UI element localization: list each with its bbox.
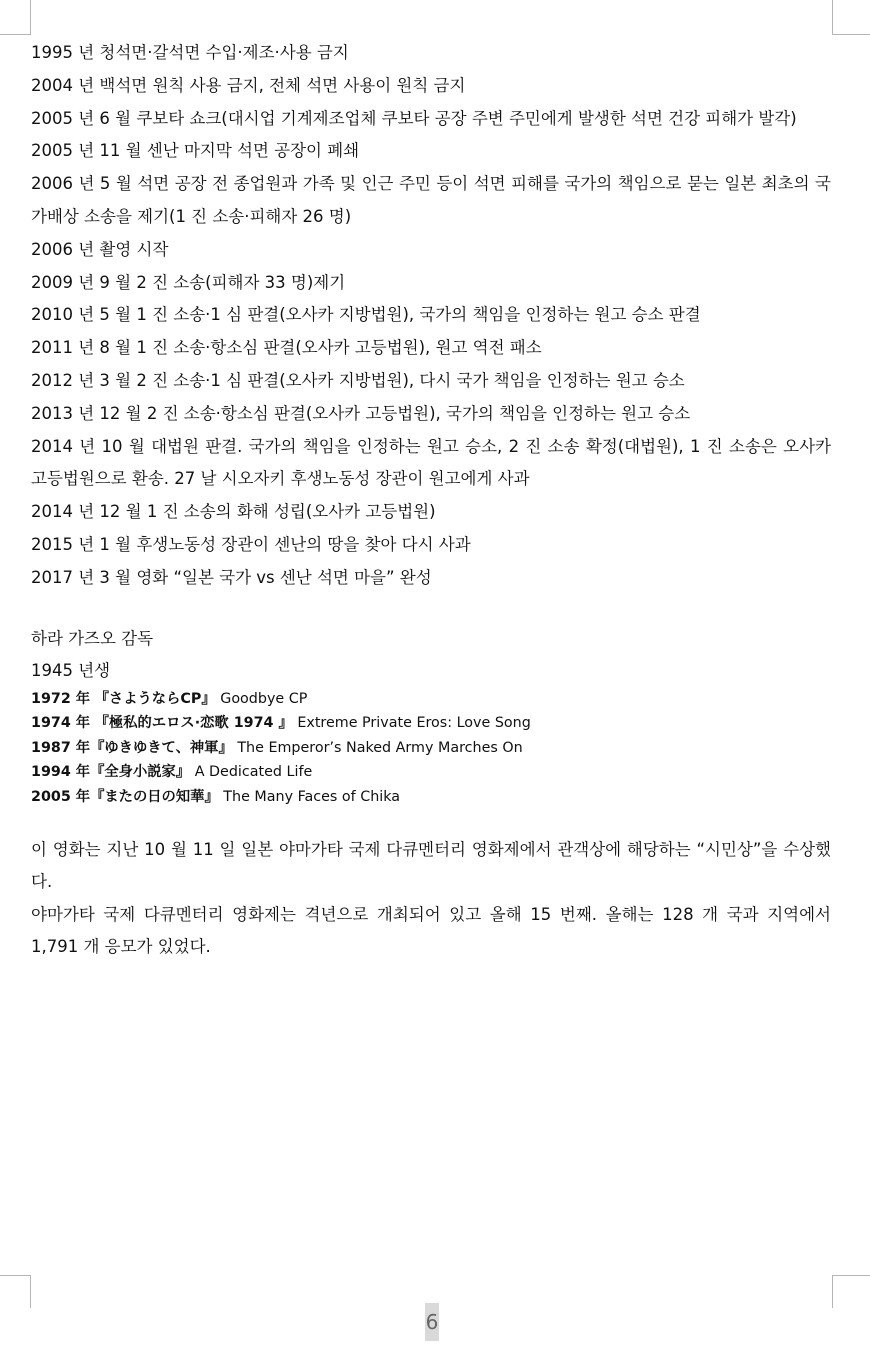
film-year: 2005 年: [31, 788, 91, 805]
timeline-entry: 2004 년 백석면 원칙 사용 금지, 전체 석면 사용이 원칙 금지: [31, 75, 466, 95]
festival-paragraph: 야마가타 국제 다큐멘터리 영화제는 격년으로 개최되어 있고 올해 15 번째. 올해는 128 개 국과 지역에서 1,791 개 응모가 있었다.: [31, 904, 831, 957]
page-number: 6: [425, 1303, 439, 1341]
timeline-entry: 2009 년 9 월 2 진 소송(피해자 33 명)제기: [31, 272, 346, 292]
film-year: 1972 年: [31, 690, 91, 707]
timeline-entry: 2005 년 6 월 쿠보타 쇼크(대시업 기계제조업체 쿠보타 공장 주변 주민에게 발생한 석면 건강 피해가 발각): [31, 108, 797, 128]
film-title-jp: 『全身小説家』: [90, 764, 191, 781]
film-title-en: The Many Faces of Chika: [223, 788, 401, 805]
filmography-item: [31, 711, 831, 736]
timeline-entry: 2005 년 11 월 센난 마지막 석면 공장이 폐쇄: [31, 141, 360, 161]
timeline-entry: 1995 년 청석면·갈석면 수입·제조·사용 금지: [31, 43, 349, 62]
filmography-item: [31, 736, 831, 761]
timeline-entry: 2014 년 10 월 대법원 판결. 국가의 책임을 인정하는 원고 승소, 2 진 소송 확정(대법원), 1 진 소송은 오사카 고등법원으로 환송. 27 날 시오자키 후생노동성 장관이 원고에게 사과: [31, 436, 831, 489]
filmography-item: [31, 785, 831, 810]
crop-mark-top-right: [832, 0, 870, 35]
timeline-entry: 2010 년 5 월 1 진 소송·1 심 판결(오사카 지방법원), 국가의 책임을 인정하는 원고 승소 판결: [31, 305, 701, 325]
asbestos-timeline: [31, 37, 831, 595]
film-title-en: Extreme Private Eros: Love Song: [297, 715, 531, 732]
film-title-en: A Dedicated Life: [194, 764, 313, 781]
film-year: 1987 年: [31, 739, 91, 756]
film-title-jp: 『ゆきゆきて、神軍』: [90, 739, 233, 756]
film-year: 1974 年: [31, 715, 91, 732]
director-section: [31, 623, 831, 810]
festival-section: [31, 834, 831, 964]
timeline-entry: 2013 년 12 월 2 진 소송·항소심 판결(오사카 고등법원), 국가의 책임을 인정하는 원고 승소: [31, 403, 691, 423]
timeline-entry: 2015 년 1 월 후생노동성 장관이 센난의 땅을 찾아 다시 사과: [31, 534, 471, 554]
filmography-item: [31, 687, 831, 712]
film-title-en: The Emperor’s Naked Army Marches On: [237, 739, 523, 756]
timeline-entry: 2006 년 5 월 석면 공장 전 종업원과 가족 및 인근 주민 등이 석면 피해를 국가의 책임으로 묻는 일본 최초의 국가배상 소송을 제기(1 진 소송·피해자 26 명): [31, 174, 831, 226]
film-title-jp: 『またの日の知華』: [90, 788, 219, 805]
filmography-list: [31, 687, 831, 810]
timeline-entry: 2011 년 8 월 1 진 소송·항소심 판결(오사카 고등법원), 원고 역전 패소: [31, 338, 542, 358]
timeline-entry: 2017 년 3 월 영화 “일본 국가 vs 센난 석면 마을” 완성: [31, 567, 432, 587]
filmography-item: [31, 760, 831, 785]
film-title-jp: 『さようならCP』: [94, 690, 216, 707]
film-title-en: Goodbye CP: [220, 690, 308, 707]
award-paragraph: 이 영화는 지난 10 월 11 일 일본 야마가타 국제 다큐멘터리 영화제에서 관객상에 해당하는 “시민상”을 수상했다.: [31, 839, 831, 892]
crop-mark-bottom-right: [832, 1275, 870, 1308]
film-year: 1994 年: [31, 764, 91, 781]
crop-mark-top-left: [0, 0, 31, 35]
timeline-entry: 2012 년 3 월 2 진 소송·1 심 판결(오사카 지방법원), 다시 국가 책임을 인정하는 원고 승소: [31, 370, 685, 390]
director-birth-year: 1945 년생: [31, 660, 111, 680]
timeline-entry: 2014 년 12 월 1 진 소송의 화해 성립(오사카 고등법원): [31, 502, 436, 522]
crop-mark-bottom-left: [0, 1275, 31, 1308]
director-heading: 하라 가즈오 감독: [31, 628, 154, 648]
page-content: [31, 37, 831, 964]
film-title-jp: 『極私的エロス·恋歌 1974 』: [94, 715, 293, 732]
timeline-entry: 2006 년 촬영 시작: [31, 239, 169, 259]
